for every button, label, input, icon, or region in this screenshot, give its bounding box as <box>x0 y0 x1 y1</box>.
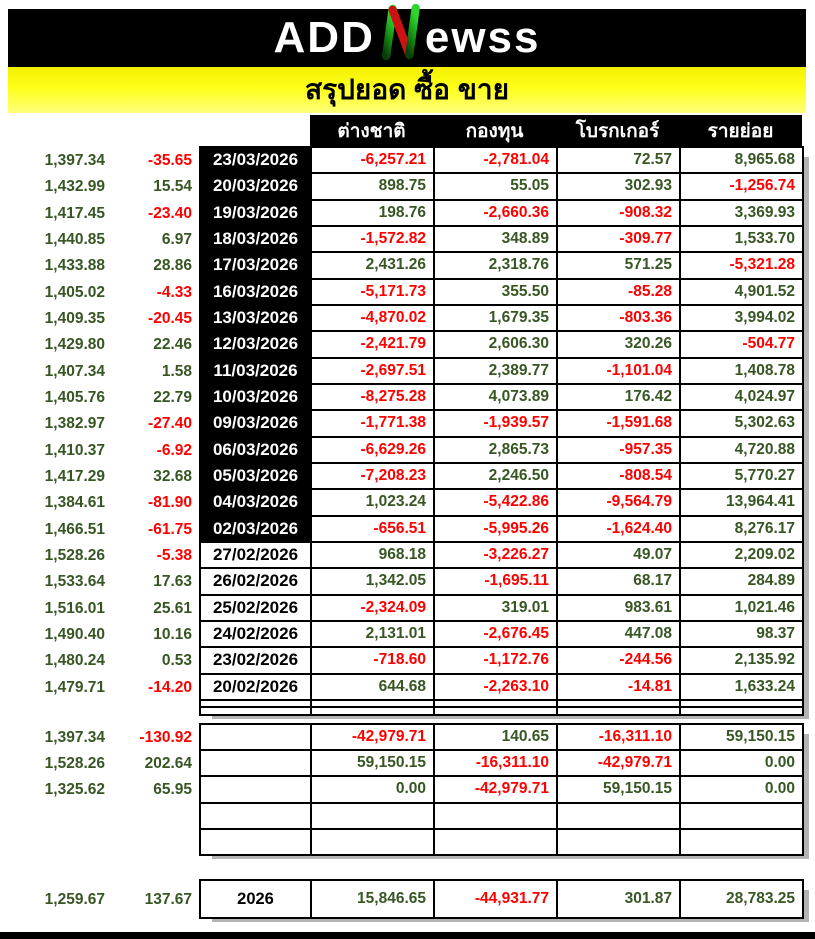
date-cell: 11/03/2026 <box>201 359 312 385</box>
value-cell: -1,591.68 <box>558 411 681 437</box>
value-cell: 4,024.97 <box>681 385 804 411</box>
empty-value-cell <box>558 701 681 709</box>
value-cell: -2,421.79 <box>312 332 435 358</box>
change-value: 65.95 <box>153 781 192 799</box>
value-cell: -1,572.82 <box>312 227 435 253</box>
value-cell: 59,150.15 <box>312 751 435 777</box>
value-cell: 348.89 <box>435 227 558 253</box>
value-cell: -4,870.02 <box>312 306 435 332</box>
value-cell: 1,679.35 <box>435 306 558 332</box>
value-cell: 15,846.65 <box>312 881 435 919</box>
value-cell: 284.89 <box>681 569 804 595</box>
date-cell: 17/03/2026 <box>201 253 312 279</box>
date-cell: 06/03/2026 <box>201 438 312 464</box>
value-cell: -808.54 <box>558 464 681 490</box>
index-value: 1,405.76 <box>44 389 105 407</box>
value-cell: 302.93 <box>558 174 681 200</box>
value-cell: 98.37 <box>681 622 804 648</box>
value-cell: -5,321.28 <box>681 253 804 279</box>
value-cell: 1,342.05 <box>312 569 435 595</box>
empty-value-cell <box>681 708 804 716</box>
value-cell: 4,901.52 <box>681 280 804 306</box>
change-value: 202.64 <box>144 755 192 773</box>
empty-value-cell <box>312 701 435 709</box>
value-cell: 55.05 <box>435 174 558 200</box>
value-cell: -1,101.04 <box>558 359 681 385</box>
index-value: 1,490.40 <box>44 626 105 644</box>
value-cell: 176.42 <box>558 385 681 411</box>
value-cell: 1,633.24 <box>681 675 804 701</box>
month-label-cell: January <box>201 777 312 803</box>
value-cell: 140.65 <box>435 725 558 751</box>
change-value: 17.63 <box>153 573 192 591</box>
value-cell: 898.75 <box>312 174 435 200</box>
index-value: 1,410.37 <box>44 441 105 459</box>
index-value: 1,407.34 <box>44 362 105 380</box>
value-cell: 2,246.50 <box>435 464 558 490</box>
index-value: 1,433.88 <box>44 257 105 275</box>
value-cell: 3,994.02 <box>681 306 804 332</box>
empty-month-label-cell <box>201 804 312 830</box>
value-cell: 1,408.78 <box>681 359 804 385</box>
value-cell: -1,695.11 <box>435 569 558 595</box>
logo-text-right: ewss <box>424 13 541 62</box>
index-value: 1,259.67 <box>44 891 105 908</box>
value-cell: 968.18 <box>312 543 435 569</box>
value-cell: -1,256.74 <box>681 174 804 200</box>
year-index-change-column <box>0 881 192 919</box>
value-cell: -244.56 <box>558 648 681 674</box>
date-cell: 16/03/2026 <box>201 280 312 306</box>
value-cell: 447.08 <box>558 622 681 648</box>
value-cell: 301.87 <box>558 881 681 919</box>
logo-n-icon <box>376 3 424 69</box>
value-cell: 0.00 <box>681 777 804 803</box>
value-cell: 2,135.92 <box>681 648 804 674</box>
change-value: -20.45 <box>148 310 192 328</box>
index-value: 1,516.01 <box>44 599 105 617</box>
value-cell: 1,021.46 <box>681 596 804 622</box>
value-cell: 5,302.63 <box>681 411 804 437</box>
value-cell: 59,150.15 <box>681 725 804 751</box>
empty-value-cell <box>558 830 681 856</box>
date-cell: 19/03/2026 <box>201 201 312 227</box>
value-cell: 1,533.70 <box>681 227 804 253</box>
index-value: 1,479.71 <box>44 678 105 696</box>
value-cell: -2,263.10 <box>435 675 558 701</box>
bottom-divider-bar <box>0 932 815 939</box>
index-value: 1,325.62 <box>44 781 105 799</box>
logo-banner <box>8 9 806 67</box>
empty-value-cell <box>312 804 435 830</box>
year-total-table <box>199 879 804 919</box>
value-cell: 2,389.77 <box>435 359 558 385</box>
value-cell: -44,931.77 <box>435 881 558 919</box>
date-cell: 02/03/2026 <box>201 517 312 543</box>
value-cell: -2,324.09 <box>312 596 435 622</box>
index-value: 1,528.26 <box>44 547 105 565</box>
empty-month-label-cell <box>201 830 312 856</box>
index-value: 1,533.64 <box>44 573 105 591</box>
value-cell: -16,311.10 <box>558 725 681 751</box>
index-value: 1,429.80 <box>44 336 105 354</box>
date-cell: 12/03/2026 <box>201 332 312 358</box>
value-cell: 2,431.26 <box>312 253 435 279</box>
date-cell: 20/03/2026 <box>201 174 312 200</box>
value-cell: -85.28 <box>558 280 681 306</box>
value-cell: 3,369.93 <box>681 201 804 227</box>
value-cell: 13,964.41 <box>681 490 804 516</box>
value-cell: 319.01 <box>435 596 558 622</box>
empty-value-cell <box>435 804 558 830</box>
change-value: 22.79 <box>153 389 192 407</box>
date-cell: 04/03/2026 <box>201 490 312 516</box>
date-cell: 23/02/2026 <box>201 648 312 674</box>
value-cell: 5,770.27 <box>681 464 804 490</box>
value-cell: -1,172.76 <box>435 648 558 674</box>
value-cell: -2,781.04 <box>435 148 558 174</box>
value-cell: 68.17 <box>558 569 681 595</box>
daily-index-change-column <box>0 148 192 701</box>
month-label-cell: February <box>201 751 312 777</box>
date-cell: 20/02/2026 <box>201 675 312 701</box>
value-cell: 8,276.17 <box>681 517 804 543</box>
title-banner <box>8 67 806 113</box>
value-cell: -5,995.26 <box>435 517 558 543</box>
column-header-row <box>310 115 802 146</box>
month-label-cell: March <box>201 725 312 751</box>
index-value: 1,480.24 <box>44 652 105 670</box>
value-cell: -2,660.36 <box>435 201 558 227</box>
value-cell: -718.60 <box>312 648 435 674</box>
page-title: สรุปยอด ซื้อ ขาย <box>305 74 509 105</box>
index-value: 1,409.35 <box>44 310 105 328</box>
empty-date-cell <box>201 701 312 709</box>
date-cell: 18/03/2026 <box>201 227 312 253</box>
column-header-fund: กองทุน <box>465 120 524 142</box>
value-cell: 983.61 <box>558 596 681 622</box>
value-cell: 4,073.89 <box>435 385 558 411</box>
value-cell: -309.77 <box>558 227 681 253</box>
date-cell: 24/02/2026 <box>201 622 312 648</box>
value-cell: -7,208.23 <box>312 464 435 490</box>
empty-value-cell <box>681 804 804 830</box>
value-cell: 2,209.02 <box>681 543 804 569</box>
value-cell: -803.36 <box>558 306 681 332</box>
date-cell: 26/02/2026 <box>201 569 312 595</box>
value-cell: -3,226.27 <box>435 543 558 569</box>
value-cell: -2,697.51 <box>312 359 435 385</box>
monthly-summary-table <box>199 723 804 856</box>
change-value: -81.90 <box>148 494 192 512</box>
date-cell: 13/03/2026 <box>201 306 312 332</box>
change-value: 22.46 <box>153 336 192 354</box>
value-cell: 4,720.88 <box>681 438 804 464</box>
change-value: -14.20 <box>148 678 192 696</box>
change-value: -6.92 <box>156 441 192 459</box>
empty-value-cell <box>558 804 681 830</box>
value-cell: 0.00 <box>312 777 435 803</box>
index-value: 1,528.26 <box>44 755 105 773</box>
change-value: -23.40 <box>148 204 192 222</box>
change-value: 28.86 <box>153 257 192 275</box>
value-cell: 1,023.24 <box>312 490 435 516</box>
logo-text-left: ADD <box>273 13 375 62</box>
index-value: 1,384.61 <box>44 494 105 512</box>
value-cell: 198.76 <box>312 201 435 227</box>
change-value: 25.61 <box>153 599 192 617</box>
index-value: 1,466.51 <box>44 520 105 538</box>
value-cell: -5,422.86 <box>435 490 558 516</box>
value-cell: -42,979.71 <box>558 751 681 777</box>
change-value: 15.54 <box>153 178 192 196</box>
empty-value-cell <box>312 708 435 716</box>
monthly-index-change-column <box>0 725 192 804</box>
index-value: 1,417.29 <box>44 468 105 486</box>
empty-value-cell <box>681 830 804 856</box>
column-header-foreign: ต่างชาติ <box>337 120 406 142</box>
empty-value-cell <box>435 830 558 856</box>
value-cell: 2,606.30 <box>435 332 558 358</box>
value-cell: -1,939.57 <box>435 411 558 437</box>
value-cell: -8,275.28 <box>312 385 435 411</box>
empty-date-cell <box>201 708 312 716</box>
change-value: -5.38 <box>156 547 192 565</box>
change-value: 32.68 <box>153 468 192 486</box>
date-cell: 09/03/2026 <box>201 411 312 437</box>
value-cell: -2,676.45 <box>435 622 558 648</box>
value-cell: -957.35 <box>558 438 681 464</box>
empty-value-cell <box>558 708 681 716</box>
change-value: 0.53 <box>161 652 192 670</box>
value-cell: 0.00 <box>681 751 804 777</box>
site-logo <box>274 5 541 71</box>
date-cell: 23/03/2026 <box>201 148 312 174</box>
date-cell: 27/02/2026 <box>201 543 312 569</box>
value-cell: -908.32 <box>558 201 681 227</box>
value-cell: -6,629.26 <box>312 438 435 464</box>
empty-value-cell <box>681 701 804 709</box>
index-value: 1,417.45 <box>44 204 105 222</box>
change-value: 137.67 <box>144 891 192 908</box>
empty-value-cell <box>435 708 558 716</box>
value-cell: 28,783.25 <box>681 881 804 919</box>
change-value: -4.33 <box>156 283 192 301</box>
value-cell: 2,318.76 <box>435 253 558 279</box>
year-label-cell: 2026 <box>201 881 312 919</box>
index-value: 1,397.34 <box>44 152 105 170</box>
column-header-retail: รายย่อย <box>707 120 774 142</box>
value-cell: -42,979.71 <box>435 777 558 803</box>
change-value: -35.65 <box>148 152 192 170</box>
value-cell: 320.26 <box>558 332 681 358</box>
value-cell: -5,171.73 <box>312 280 435 306</box>
change-value: 6.97 <box>161 231 192 249</box>
date-cell: 10/03/2026 <box>201 385 312 411</box>
date-cell: 25/02/2026 <box>201 596 312 622</box>
date-cell: 05/03/2026 <box>201 464 312 490</box>
change-value: 1.58 <box>161 362 192 380</box>
index-value: 1,440.85 <box>44 231 105 249</box>
change-value: -130.92 <box>139 729 192 747</box>
value-cell: 2,131.01 <box>312 622 435 648</box>
value-cell: 2,865.73 <box>435 438 558 464</box>
value-cell: 72.57 <box>558 148 681 174</box>
value-cell: -1,624.40 <box>558 517 681 543</box>
change-value: -61.75 <box>148 520 192 538</box>
index-value: 1,432.99 <box>44 178 105 196</box>
index-value: 1,405.02 <box>44 283 105 301</box>
empty-value-cell <box>312 830 435 856</box>
value-cell: -14.81 <box>558 675 681 701</box>
value-cell: 571.25 <box>558 253 681 279</box>
value-cell: 644.68 <box>312 675 435 701</box>
index-value: 1,397.34 <box>44 729 105 747</box>
column-header-broker: โบรกเกอร์ <box>575 120 660 142</box>
change-value: -27.40 <box>148 415 192 433</box>
value-cell: -6,257.21 <box>312 148 435 174</box>
value-cell: 49.07 <box>558 543 681 569</box>
index-value: 1,382.97 <box>44 415 105 433</box>
value-cell: -656.51 <box>312 517 435 543</box>
change-value: 10.16 <box>153 626 192 644</box>
value-cell: -16,311.10 <box>435 751 558 777</box>
value-cell: -9,564.79 <box>558 490 681 516</box>
value-cell: -1,771.38 <box>312 411 435 437</box>
value-cell: -42,979.71 <box>312 725 435 751</box>
value-cell: 59,150.15 <box>558 777 681 803</box>
value-cell: -504.77 <box>681 332 804 358</box>
value-cell: 8,965.68 <box>681 148 804 174</box>
value-cell: 355.50 <box>435 280 558 306</box>
empty-value-cell <box>435 701 558 709</box>
daily-data-table <box>199 146 804 716</box>
